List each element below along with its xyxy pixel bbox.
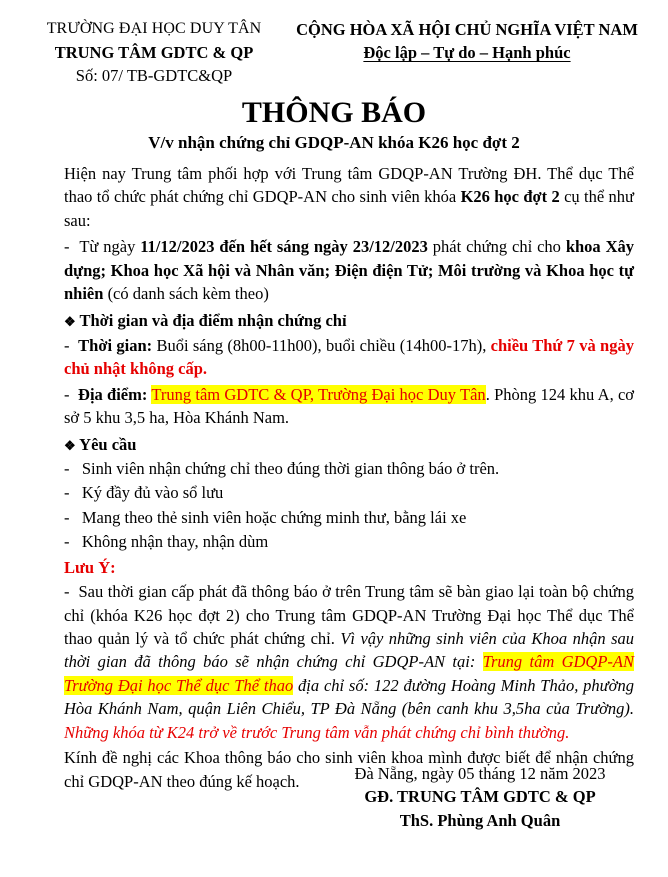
closing-paragraph: Kính đề nghị các Khoa thông báo cho sinh viên khoa mình được biết để nhận chứng chỉ GDQP-AN theo đúng kế hoạch. bbox=[64, 748, 634, 791]
center-name: TRUNG TÂM GDTC & QP bbox=[54, 42, 254, 62]
national-motto: Độc lập – Tự do – Hạnh phúc bbox=[363, 43, 571, 63]
requirement-item: - Mang theo thẻ sinh viên hoặc chứng minh thư, bằng lái xe bbox=[64, 507, 467, 527]
diamond-bullet-icon: ❖ bbox=[64, 313, 76, 329]
requirement-item: - Ký đầy đủ vào sổ lưu bbox=[64, 483, 224, 503]
signer-position: GĐ. TRUNG TÂM GDTC & QP bbox=[364, 787, 596, 807]
note-label: Lưu Ý: bbox=[64, 557, 116, 577]
page-title: THÔNG BÁO bbox=[241, 96, 427, 129]
note-paragraph: - Sau thời gian cấp phát đã thông báo ở trên Trung tâm sẽ bàn giao lại toàn bộ chứng chỉ (khóa K26 học đợt 2) cho Trung tâm GDQP-AN Trường Đại học Thể dục Thể thao quản lý và tổ chức phát chứng chỉ. Vì vậy những sinh viên của Khoa nhận sau thời gian đã thông báo sẽ nhận chứng chỉ GDQP-AN tại: Trung tâm GDQP-AN Trường Đại học Thể dục Thể thao địa chỉ số: 122 đường Hoàng Minh Thảo, phường Hòa Khánh Nam, quận Liên Chiểu, TP Đà Nẵng (bên canh khu 3,5ha của Trường). Những khóa từ K24 trở về trước Trung tâm vẫn phát chứng chỉ bình thường. bbox=[64, 582, 635, 742]
header-right bbox=[282, 18, 652, 65]
section-requirements: ❖ Yêu cầu bbox=[64, 434, 137, 454]
header-left bbox=[34, 18, 274, 88]
document-number: Số: 07/ TB-GDTC&QP bbox=[75, 66, 233, 86]
document-body bbox=[64, 162, 634, 793]
diamond-bullet-icon: ❖ bbox=[64, 437, 76, 453]
signing-date: Đà Nẵng, ngày 05 tháng 12 năm 2023 bbox=[354, 764, 606, 783]
intro-paragraph: Hiện nay Trung tâm phối hợp với Trung tâm GDQP-AN Trường ĐH. Thể dục Thể thao tổ chức phát chứng chỉ GDQP-AN cho sinh viên khóa K26 học đợt 2 cụ thể như sau: bbox=[64, 164, 634, 230]
distribution-item: - Từ ngày 11/12/2023 đến hết sáng ngày 23/12/2023 phát chứng chỉ cho khoa Xây dựng; Khoa học Xã hội và Nhân văn; Điện điện Tử; Môi trường và Khoa học tự nhiên (có danh sách kèm theo) bbox=[64, 237, 634, 304]
university-name: TRƯỜNG ĐẠI HỌC DUY TÂN bbox=[46, 20, 262, 37]
section-time-place: ❖ Thời gian và địa điểm nhận chứng chỉ bbox=[64, 310, 347, 330]
place-item: - Địa điểm: Trung tâm GDTC & QP, Trường Đại học Duy Tân. Phòng 124 khu A, cơ sở 5 khu 3,5 ha, Hòa Khánh Nam. bbox=[64, 384, 635, 428]
country-name: CỘNG HÒA XÃ HỘI CHỦ NGHĨA VIỆT NAM bbox=[296, 20, 638, 39]
requirement-item: - Không nhận thay, nhận dùm bbox=[64, 532, 269, 552]
time-item: - Thời gian: Buổi sáng (8h00-11h00), buổi chiều (14h00-17h), chiều Thứ 7 và ngày chủ nhật không cấp. bbox=[64, 335, 634, 379]
requirement-item: - Sinh viên nhận chứng chỉ theo đúng thời gian thông báo ở trên. bbox=[64, 459, 500, 479]
signer-name: ThS. Phùng Anh Quân bbox=[399, 810, 561, 830]
page-subtitle: V/v nhận chứng chỉ GDQP-AN khóa K26 học đợt 2 bbox=[148, 133, 520, 152]
signature-block bbox=[300, 762, 660, 832]
